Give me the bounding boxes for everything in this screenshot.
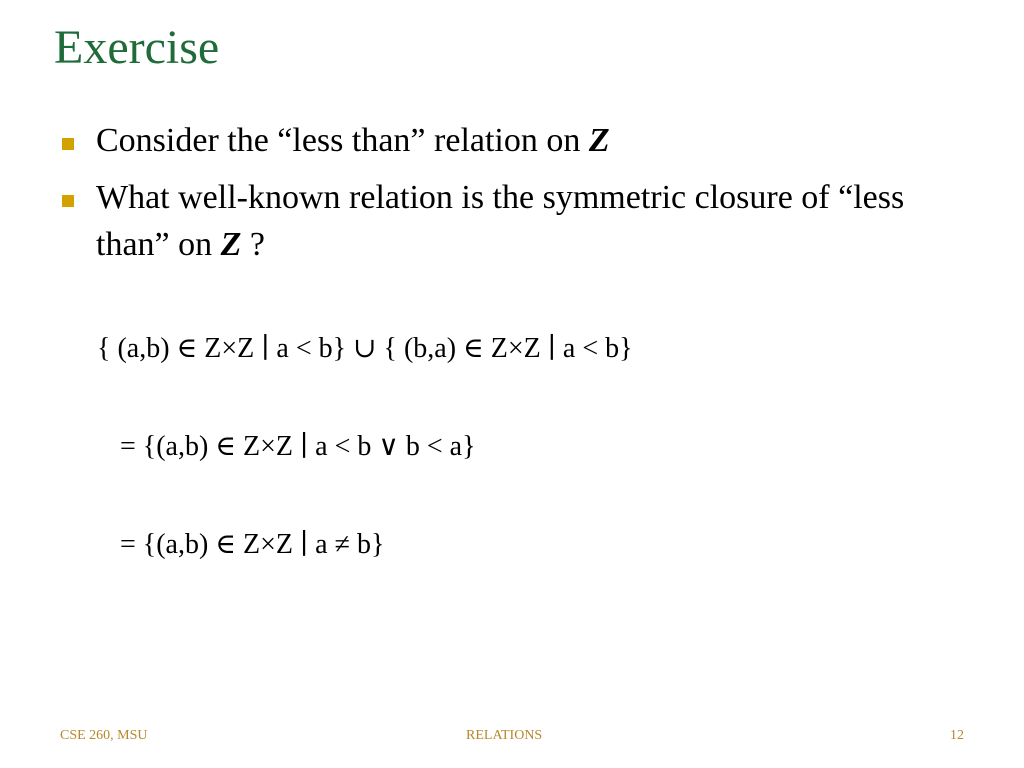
set-expression-line-3: = {(a,b) ∈ Z×Z ∣ a ≠ b} (120, 529, 385, 560)
bullet-item-1 (62, 118, 942, 165)
bullet-2-prefix: What well-known relation is the symmetric closure of “less than” on (96, 178, 905, 263)
footer-section: RELATIONS (466, 728, 543, 743)
bullet-2-math: Z (220, 225, 242, 263)
slide-title: Exercise (54, 21, 220, 74)
bullet-square-icon (62, 138, 74, 150)
bullet-list (62, 118, 942, 279)
set-expression-line-1: { (a,b) ∈ Z×Z ∣ a < b} ∪ { (b,a) ∈ Z×Z ∣ a < b} (97, 333, 633, 364)
footer-page-number: 12 (950, 728, 964, 743)
footer-course: CSE 260, MSU (60, 728, 148, 743)
bullet-2-suffix: ? (241, 225, 266, 263)
bullet-1-math: Z (588, 122, 610, 159)
bullet-item-2 (62, 175, 942, 269)
bullet-1-prefix: Consider the “less than” relation on (96, 122, 589, 159)
set-expression-line-2: = {(a,b) ∈ Z×Z ∣ a < b ∨ b < a} (120, 431, 476, 462)
bullet-square-icon (62, 195, 74, 207)
